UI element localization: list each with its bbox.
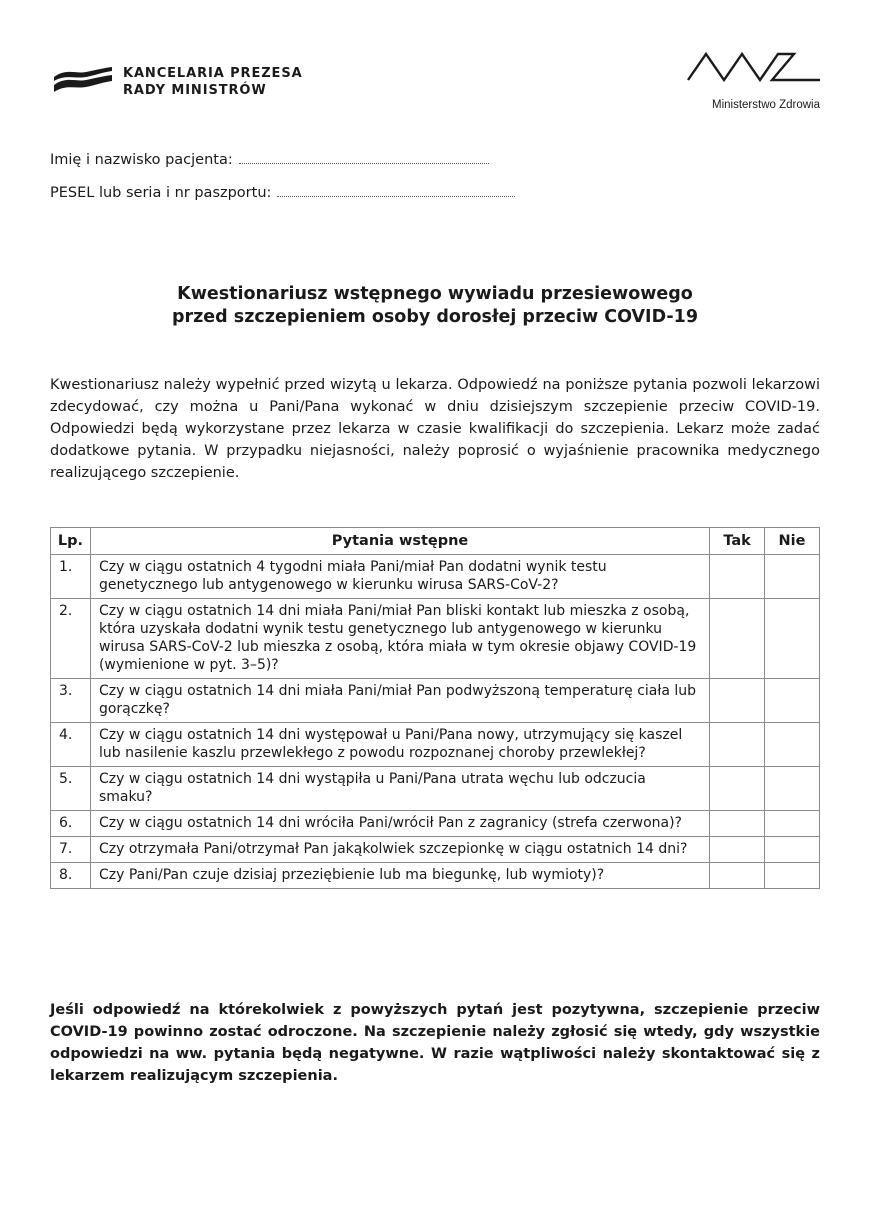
header-question: Pytania wstępne <box>90 528 709 555</box>
kprm-name <box>123 65 303 99</box>
answer-no-cell[interactable] <box>765 837 820 863</box>
answer-yes-cell[interactable] <box>710 555 765 599</box>
table-row <box>51 837 820 863</box>
row-question: Czy w ciągu ostatnich 14 dni wróciła Pani/wrócił Pan z zagranicy (strefa czerwona)? <box>90 811 709 837</box>
answer-no-cell[interactable] <box>765 811 820 837</box>
kprm-name-line2: RADY MINISTRÓW <box>123 83 267 98</box>
row-question: Czy w ciągu ostatnich 14 dni występował u Pani/Pana nowy, utrzymujący się kaszel lub nasilenie kaszlu przewlekłego z powodu rozpoznanej choroby przewlekłej? <box>90 723 709 767</box>
questionnaire-table <box>50 527 820 889</box>
header-num: Lp. <box>51 528 91 555</box>
header-yes: Tak <box>710 528 765 555</box>
row-question: Czy w ciągu ostatnich 14 dni miała Pani/miał Pan bliski kontakt lub mieszka z osobą, która uzyskała dodatni wynik testu genetycznego lub antygenowego w kierunku wirusa SARS-CoV-2 lub mieszka z osobą, która miała w tym okresie objawy COVID-19 (wymienione w pyt. 3–5)? <box>90 599 709 679</box>
ministry-name: Ministerstwo Zdrowia <box>712 99 820 111</box>
pesel-label: PESEL lub seria i nr paszportu: <box>50 185 272 201</box>
pesel-field <box>50 185 515 201</box>
answer-no-cell[interactable] <box>765 555 820 599</box>
title-line2: przed szczepieniem osoby dorosłej przeciw COVID-19 <box>171 307 699 327</box>
row-num: 5. <box>51 767 91 811</box>
table-header-row <box>51 528 820 555</box>
answer-yes-cell[interactable] <box>710 599 765 679</box>
row-num: 8. <box>51 863 91 889</box>
row-num: 4. <box>51 723 91 767</box>
answer-yes-cell[interactable] <box>710 837 765 863</box>
row-num: 6. <box>51 811 91 837</box>
table-row <box>51 599 820 679</box>
kprm-flag-icon <box>52 64 114 94</box>
mz-logo-mark-icon <box>686 46 826 86</box>
intro-paragraph: Kwestionariusz należy wypełnić przed wizytą u lekarza. Odpowiedź na poniższe pytania pozwoli lekarzowi zdecydować, czy można u Pani/Pana wykonać w dniu dzisiejszym szczepienie przeciw COVID-19. Odpowiedzi będą wykorzystane przez lekarza w czasie kwalifikacji do szczepienia. Lekarz może zadać dodatkowe pytania. W przypadku niejasności, należy poprosić o wyjaśnienie pracownika medycznego realizującego szczepienie. <box>50 377 820 481</box>
table-row <box>51 679 820 723</box>
row-question: Czy otrzymała Pani/otrzymał Pan jakąkolwiek szczepionkę w ciągu ostatnich 14 dni? <box>90 837 709 863</box>
answer-yes-cell[interactable] <box>710 767 765 811</box>
row-question: Czy w ciągu ostatnich 14 dni miała Pani/miał Pan podwyższoną temperaturę ciała lub gorączkę? <box>90 679 709 723</box>
pesel-blank <box>277 193 515 197</box>
answer-no-cell[interactable] <box>765 679 820 723</box>
table-row <box>51 811 820 837</box>
answer-yes-cell[interactable] <box>710 723 765 767</box>
table-row <box>51 555 820 599</box>
kprm-name-line1: KANCELARIA PREZESA <box>123 66 303 81</box>
table-row <box>51 863 820 889</box>
warning-paragraph: Jeśli odpowiedź na którekolwiek z powyższych pytań jest pozytywna, szczepienie przeciw COVID-19 powinno zostać odroczone. Na szczepienie należy zgłosić się wtedy, gdy wszystkie odpowiedzi na ww. pytania będą negatywne. W razie wątpliwości należy skontaktować się z lekarzem realizującym szczepienia. <box>50 1002 820 1084</box>
answer-yes-cell[interactable] <box>710 811 765 837</box>
answer-yes-cell[interactable] <box>710 863 765 889</box>
row-num: 2. <box>51 599 91 679</box>
row-num: 1. <box>51 555 91 599</box>
patient-name-field <box>50 152 489 168</box>
row-num: 7. <box>51 837 91 863</box>
row-question: Czy Pani/Pan czuje dzisiaj przeziębienie lub ma biegunkę, lub wymioty)? <box>90 863 709 889</box>
row-num: 3. <box>51 679 91 723</box>
title-line1: Kwestionariusz wstępnego wywiadu przesiewowego <box>177 284 693 304</box>
header-no: Nie <box>765 528 820 555</box>
patient-name-blank <box>239 160 489 164</box>
answer-no-cell[interactable] <box>765 767 820 811</box>
row-question: Czy w ciągu ostatnich 4 tygodni miała Pani/miał Pan dodatni wynik testu genetycznego lub antygenowego w kierunku wirusa SARS-CoV-2? <box>90 555 709 599</box>
kprm-logo <box>52 62 332 102</box>
patient-name-label: Imię i nazwisko pacjenta: <box>50 152 233 168</box>
answer-no-cell[interactable] <box>765 599 820 679</box>
answer-no-cell[interactable] <box>765 723 820 767</box>
row-question: Czy w ciągu ostatnich 14 dni wystąpiła u Pani/Pana utrata węchu lub odczucia smaku? <box>90 767 709 811</box>
mz-logo <box>680 46 830 121</box>
table-row <box>51 723 820 767</box>
answer-no-cell[interactable] <box>765 863 820 889</box>
answer-yes-cell[interactable] <box>710 679 765 723</box>
table-row <box>51 767 820 811</box>
document-title <box>0 283 870 329</box>
